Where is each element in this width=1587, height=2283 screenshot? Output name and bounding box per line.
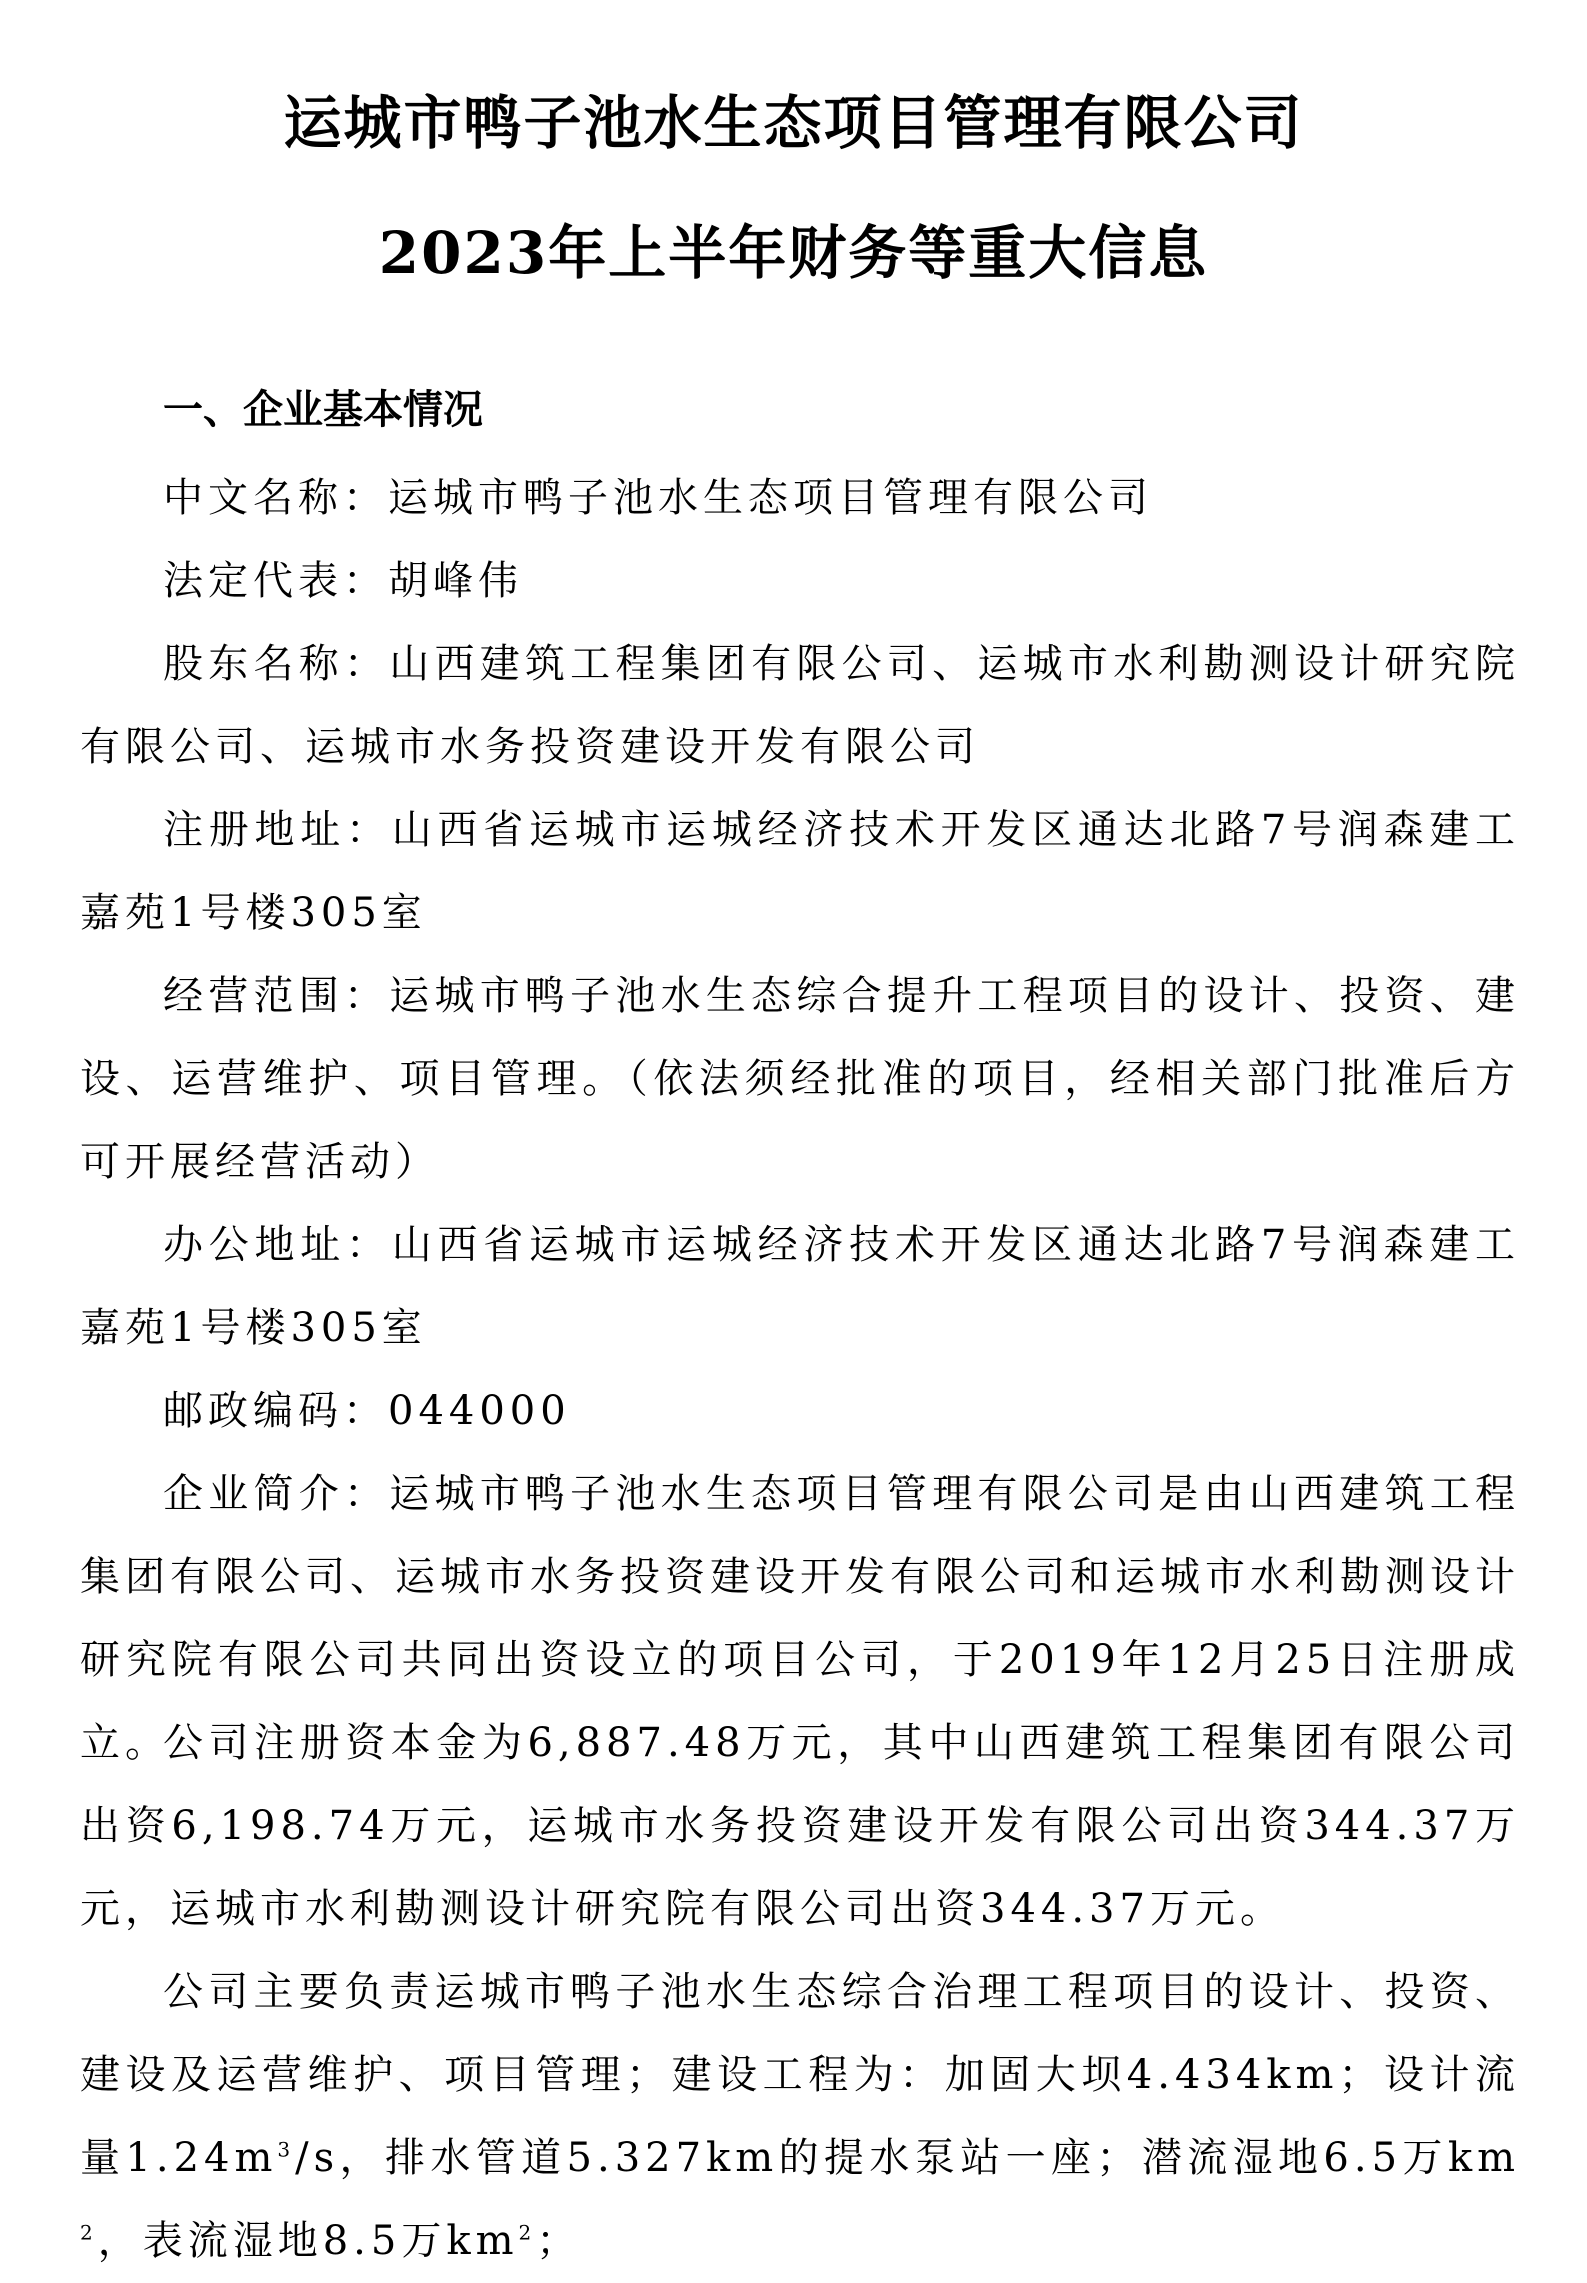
- main-business-text-4: ；: [536, 2218, 582, 2264]
- paragraph-shareholders: 股东名称：山西建筑工程集团有限公司、运城市水利勘测设计研究院有限公司、运城市水务投资建设开发有限公司: [80, 641, 1520, 770]
- paragraph-postal-code: 邮政编码：044000: [163, 1388, 571, 1434]
- paragraph-registered-capital: 公司注册资本金为6,887.48万元，其中山西建筑工程集团有限公司出资6,198.74万元，运城市水务投资建设开发有限公司出资344.37万元，运城市水利勘测设计研究院有限公司出资344.37万元。: [80, 1720, 1520, 1932]
- paragraph-legal-representative: 法定代表：胡峰伟: [163, 558, 523, 604]
- paragraph-chinese-name: 中文名称：运城市鸭子池水生态项目管理有限公司: [163, 475, 1153, 521]
- main-business-text-3: ，表流湿地8.5万km: [97, 2218, 519, 2264]
- main-business-text-1: 公司主要负责运城市鸭子池水生态综合治理工程项目的设计、投资、建设及运营维护、项目管理；建设工程为：加固大坝4.434km；设计流量1.24m: [80, 1969, 1520, 2181]
- section-heading-basic-info: 一、企业基本情况: [163, 386, 483, 433]
- paragraph-main-business: [80, 1951, 1520, 2283]
- superscript-squared: 2: [518, 2220, 537, 2245]
- paragraph-business-scope: 经营范围：运城市鸭子池水生态综合提升工程项目的设计、投资、建设、运营维护、项目管理。（依法须经批准的项目，经相关部门批准后方可开展经营活动）: [80, 973, 1520, 1185]
- document-title-line-2: 2023年上半年财务等重大信息: [378, 219, 1209, 287]
- main-business-text-2: /s，排水管道5.327km的提水泵站一座；潜流湿地6.5万km: [295, 2135, 1521, 2181]
- document-title-line-1: 运城市鸭子池水生态项目管理有限公司: [283, 89, 1304, 157]
- paragraph-company-introduction: 企业简介：运城市鸭子池水生态项目管理有限公司是由山西建筑工程集团有限公司、运城市水务投资建设开发有限公司和运城市水利勘测设计研究院有限公司共同出资设立的项目公司，于2019年12月25日注册成立。: [80, 1471, 1520, 1766]
- superscript-cubed: 3: [277, 2137, 296, 2162]
- superscript-squared: 2: [80, 2220, 98, 2245]
- paragraph-office-address: 办公地址：山西省运城市运城经济技术开发区通达北路7号润森建工嘉苑1号楼305室: [80, 1222, 1520, 1351]
- paragraph-registered-address: 注册地址：山西省运城市运城经济技术开发区通达北路7号润森建工嘉苑1号楼305室: [80, 807, 1520, 936]
